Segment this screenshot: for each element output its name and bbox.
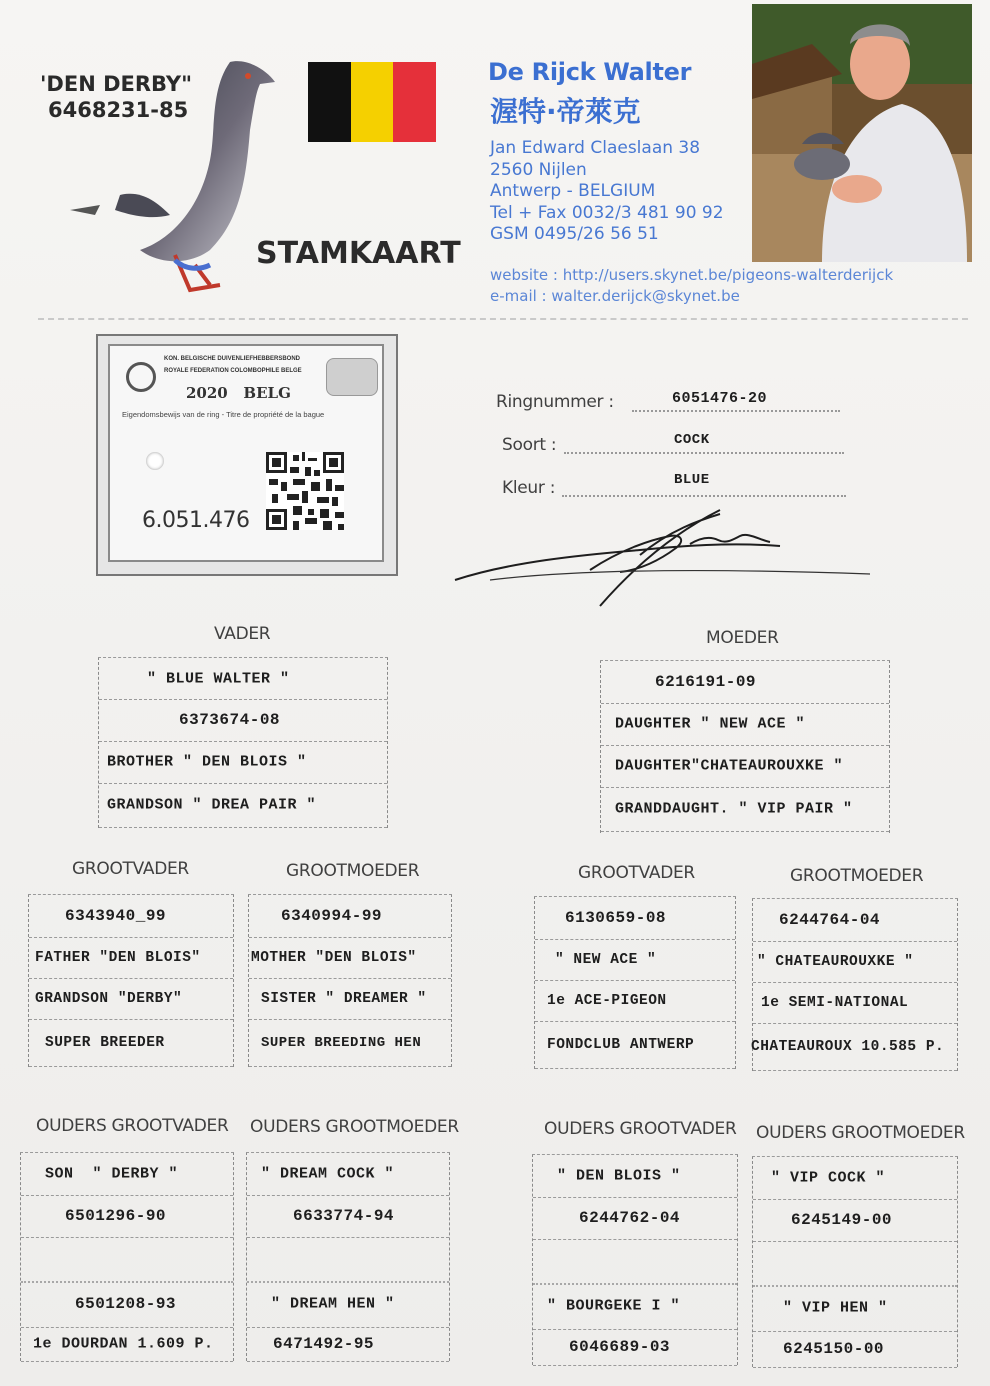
address-block	[490, 138, 724, 246]
mother-row	[601, 745, 889, 788]
ggp-dam-name: " DREAM HEN "	[271, 1295, 395, 1313]
owner-name: De Rijck Walter	[488, 58, 692, 86]
grandmother-heading: GROOTMOEDER	[790, 866, 924, 886]
ring-card-subtitle: Eigendomsbewijs van de ring - Titre de propriété de la bague	[122, 410, 325, 419]
website-line: website : http://users.skynet.be/pigeons-walterderijck	[490, 266, 894, 284]
grandparent-ring: 6340994-99	[281, 907, 383, 925]
great-grandparent-box	[20, 1152, 234, 1361]
grandfather-heading: GROOTVADER	[578, 863, 695, 883]
mother-row	[601, 661, 889, 704]
grandparent-note: CHATEAUROUX 10.585 P.	[751, 1038, 945, 1055]
ggp-row	[21, 1153, 233, 1196]
grandparent-ring: 6130659-08	[565, 909, 667, 927]
signature	[450, 500, 870, 610]
mobile-line: GSM 0495/26 56 51	[490, 224, 659, 244]
grandparent-row	[753, 899, 957, 942]
federation-line-2: ROYALE FEDERATION COLOMBOPHILE BELGE	[164, 368, 302, 374]
ggp-row	[21, 1195, 233, 1238]
father-row	[99, 783, 387, 828]
grandparent-note: SUPER BREEDING HEN	[261, 1034, 422, 1051]
ggp-divider	[21, 1237, 233, 1283]
grandparent-note: SISTER " DREAMER "	[261, 990, 427, 1007]
grandmother-heading: GROOTMOEDER	[286, 861, 420, 881]
grandparent-row	[535, 980, 735, 1022]
father-note: GRANDSON " DREA PAIR "	[107, 796, 317, 814]
email-line: e-mail : walter.derijck@skynet.be	[490, 287, 740, 305]
mother-note: DAUGHTER " NEW ACE "	[615, 715, 806, 733]
ggp-sire-name: " DREAM COCK "	[261, 1165, 395, 1183]
grandparent-row	[249, 978, 451, 1020]
hole-punch	[146, 452, 164, 470]
grandparent-row	[249, 937, 451, 979]
ggp-row	[247, 1281, 449, 1328]
sex-dots	[564, 452, 844, 454]
ggp-row	[533, 1155, 737, 1198]
ggp-row	[247, 1153, 449, 1196]
grandparent-row	[535, 939, 735, 981]
grandparent-row	[29, 1019, 233, 1067]
ring-number-label: Ringnummer :	[496, 392, 614, 412]
mother-note: GRANDDAUGHT. " VIP PAIR "	[615, 800, 853, 818]
ggp-dam-ring: 6046689-03	[569, 1338, 671, 1356]
grandparent-note: SUPER BREEDER	[45, 1034, 165, 1051]
great-grandmother-parents-heading: OUDERS GROOTMOEDER	[250, 1117, 459, 1137]
ggp-row	[753, 1199, 957, 1242]
ggp-sire-ring: 6245149-00	[791, 1211, 893, 1229]
great-grandfather-parents-heading: OUDERS GROOTVADER	[544, 1119, 737, 1139]
great-grandparent-box	[532, 1154, 738, 1365]
ggp-dam-name: " BOURGEKE I "	[547, 1297, 681, 1315]
federation-line-1: KON. BELGISCHE DUIVENLIEFHEBBERSBOND	[164, 356, 301, 362]
belgian-flag	[308, 62, 436, 142]
grandparent-note: FONDCLUB ANTWERP	[547, 1036, 695, 1053]
ggp-row	[533, 1283, 737, 1330]
ring-certificate	[96, 334, 398, 576]
father-heading: VADER	[214, 624, 271, 644]
mother-ring: 6216191-09	[655, 673, 757, 691]
ggp-divider	[533, 1239, 737, 1285]
ggp-dam-ring: 6471492-95	[273, 1335, 375, 1353]
great-grandparent-box	[752, 1156, 958, 1367]
father-ring: 6373674-08	[179, 711, 281, 729]
pigeon-logo-icon	[326, 358, 378, 396]
color-dots	[562, 495, 846, 497]
ggp-row	[533, 1329, 737, 1366]
color-value: BLUE	[674, 472, 710, 488]
owner-photo	[752, 4, 972, 262]
great-grandfather-parents-heading: OUDERS GROOTVADER	[36, 1116, 229, 1136]
grandparent-box	[248, 894, 452, 1067]
ggp-divider	[247, 1237, 449, 1283]
great-grandmother-parents-heading: OUDERS GROOTMOEDER	[756, 1123, 965, 1143]
grandparent-note: FATHER "DEN BLOIS"	[35, 949, 201, 966]
ggp-dam-note: 1e DOURDAN 1.609 P.	[33, 1335, 214, 1353]
ggp-row	[753, 1157, 957, 1200]
ggp-sire-ring: 6244762-04	[579, 1209, 681, 1227]
sex-value: COCK	[674, 432, 710, 448]
father-row	[99, 699, 387, 742]
owner-name-chinese: 渥特·帝萊克	[490, 95, 641, 128]
grandparent-ring: 6343940_99	[65, 907, 167, 925]
grandparent-row	[29, 978, 233, 1020]
address-line: Antwerp - BELGIUM	[490, 181, 656, 201]
ggp-row	[21, 1281, 233, 1328]
grandparent-box	[28, 894, 234, 1067]
ggp-divider	[753, 1241, 957, 1287]
mother-row	[601, 703, 889, 746]
ggp-sire-ring: 6501296-90	[65, 1207, 167, 1225]
ring-card-number: 6.051.476	[142, 508, 250, 533]
grandparent-note: MOTHER "DEN BLOIS"	[251, 949, 417, 966]
grandparent-note: GRANDSON "DERBY"	[35, 990, 183, 1007]
father-name: " BLUE WALTER "	[147, 670, 290, 687]
ggp-row	[753, 1285, 957, 1332]
grandparent-row	[535, 897, 735, 940]
grandparent-row	[535, 1021, 735, 1069]
grandparent-note: 1e SEMI-NATIONAL	[761, 994, 909, 1011]
flag-stripe-red	[393, 62, 436, 142]
grandparent-ring: 6244764-04	[779, 911, 881, 929]
ggp-sire-name: SON " DERBY "	[45, 1165, 179, 1183]
ggp-row	[247, 1195, 449, 1238]
ggp-row	[247, 1327, 449, 1362]
grandparent-box	[752, 898, 958, 1071]
father-box	[98, 657, 388, 828]
father-note: BROTHER " DEN BLOIS "	[107, 753, 307, 771]
ggp-sire-name: " DEN BLOIS "	[557, 1167, 681, 1185]
ring-number-value: 6051476-20	[672, 390, 768, 407]
ggp-row	[21, 1327, 233, 1362]
flag-stripe-black	[308, 62, 351, 142]
great-grandparent-box	[246, 1152, 450, 1361]
grandparent-row	[753, 941, 957, 983]
qr-code	[266, 452, 344, 530]
year-country: 2020 BELG	[186, 384, 291, 402]
grandparent-row	[249, 1019, 451, 1067]
grandparent-box	[534, 896, 736, 1069]
federation-logo-icon	[126, 362, 156, 392]
phone-line: Tel + Fax 0032/3 481 90 92	[490, 202, 724, 223]
mother-row	[601, 787, 889, 832]
ggp-dam-ring: 6501208-93	[75, 1295, 177, 1313]
bird-name: 'DEN DERBY"	[40, 72, 193, 96]
grandparent-row	[29, 895, 233, 938]
grandparent-row	[249, 895, 451, 938]
mother-heading: MOEDER	[706, 628, 779, 648]
address-line: 2560 Nijlen	[490, 159, 587, 180]
grandfather-heading: GROOTVADER	[72, 859, 189, 879]
ggp-row	[753, 1331, 957, 1368]
bird-ring-number: 6468231-85	[48, 98, 189, 122]
grandparent-row	[753, 982, 957, 1024]
ggp-dam-ring: 6245150-00	[783, 1340, 885, 1358]
grandparent-note: " CHATEAUROUXKE "	[757, 953, 914, 970]
mother-note: DAUGHTER"CHATEAUROUXKE "	[615, 757, 844, 775]
ggp-sire-name: " VIP COCK "	[771, 1169, 886, 1187]
sex-label: Soort :	[502, 435, 557, 455]
mother-box	[600, 660, 890, 833]
grandparent-note: " NEW ACE "	[555, 951, 657, 968]
grandparent-row	[753, 1023, 957, 1071]
ggp-dam-name: " VIP HEN "	[783, 1299, 888, 1317]
separator-line	[38, 318, 968, 320]
grandparent-note: 1e ACE-PIGEON	[547, 992, 667, 1009]
father-row	[99, 658, 387, 700]
flag-stripe-yellow	[351, 62, 394, 142]
father-row	[99, 741, 387, 784]
ggp-sire-ring: 6633774-94	[293, 1207, 395, 1225]
address-line: Jan Edward Claeslaan 38	[490, 138, 701, 158]
color-label: Kleur :	[502, 478, 556, 498]
ggp-row	[533, 1197, 737, 1240]
grandparent-row	[29, 937, 233, 979]
ring-number-dots	[632, 410, 840, 412]
card-title: STAMKAART	[256, 236, 461, 271]
